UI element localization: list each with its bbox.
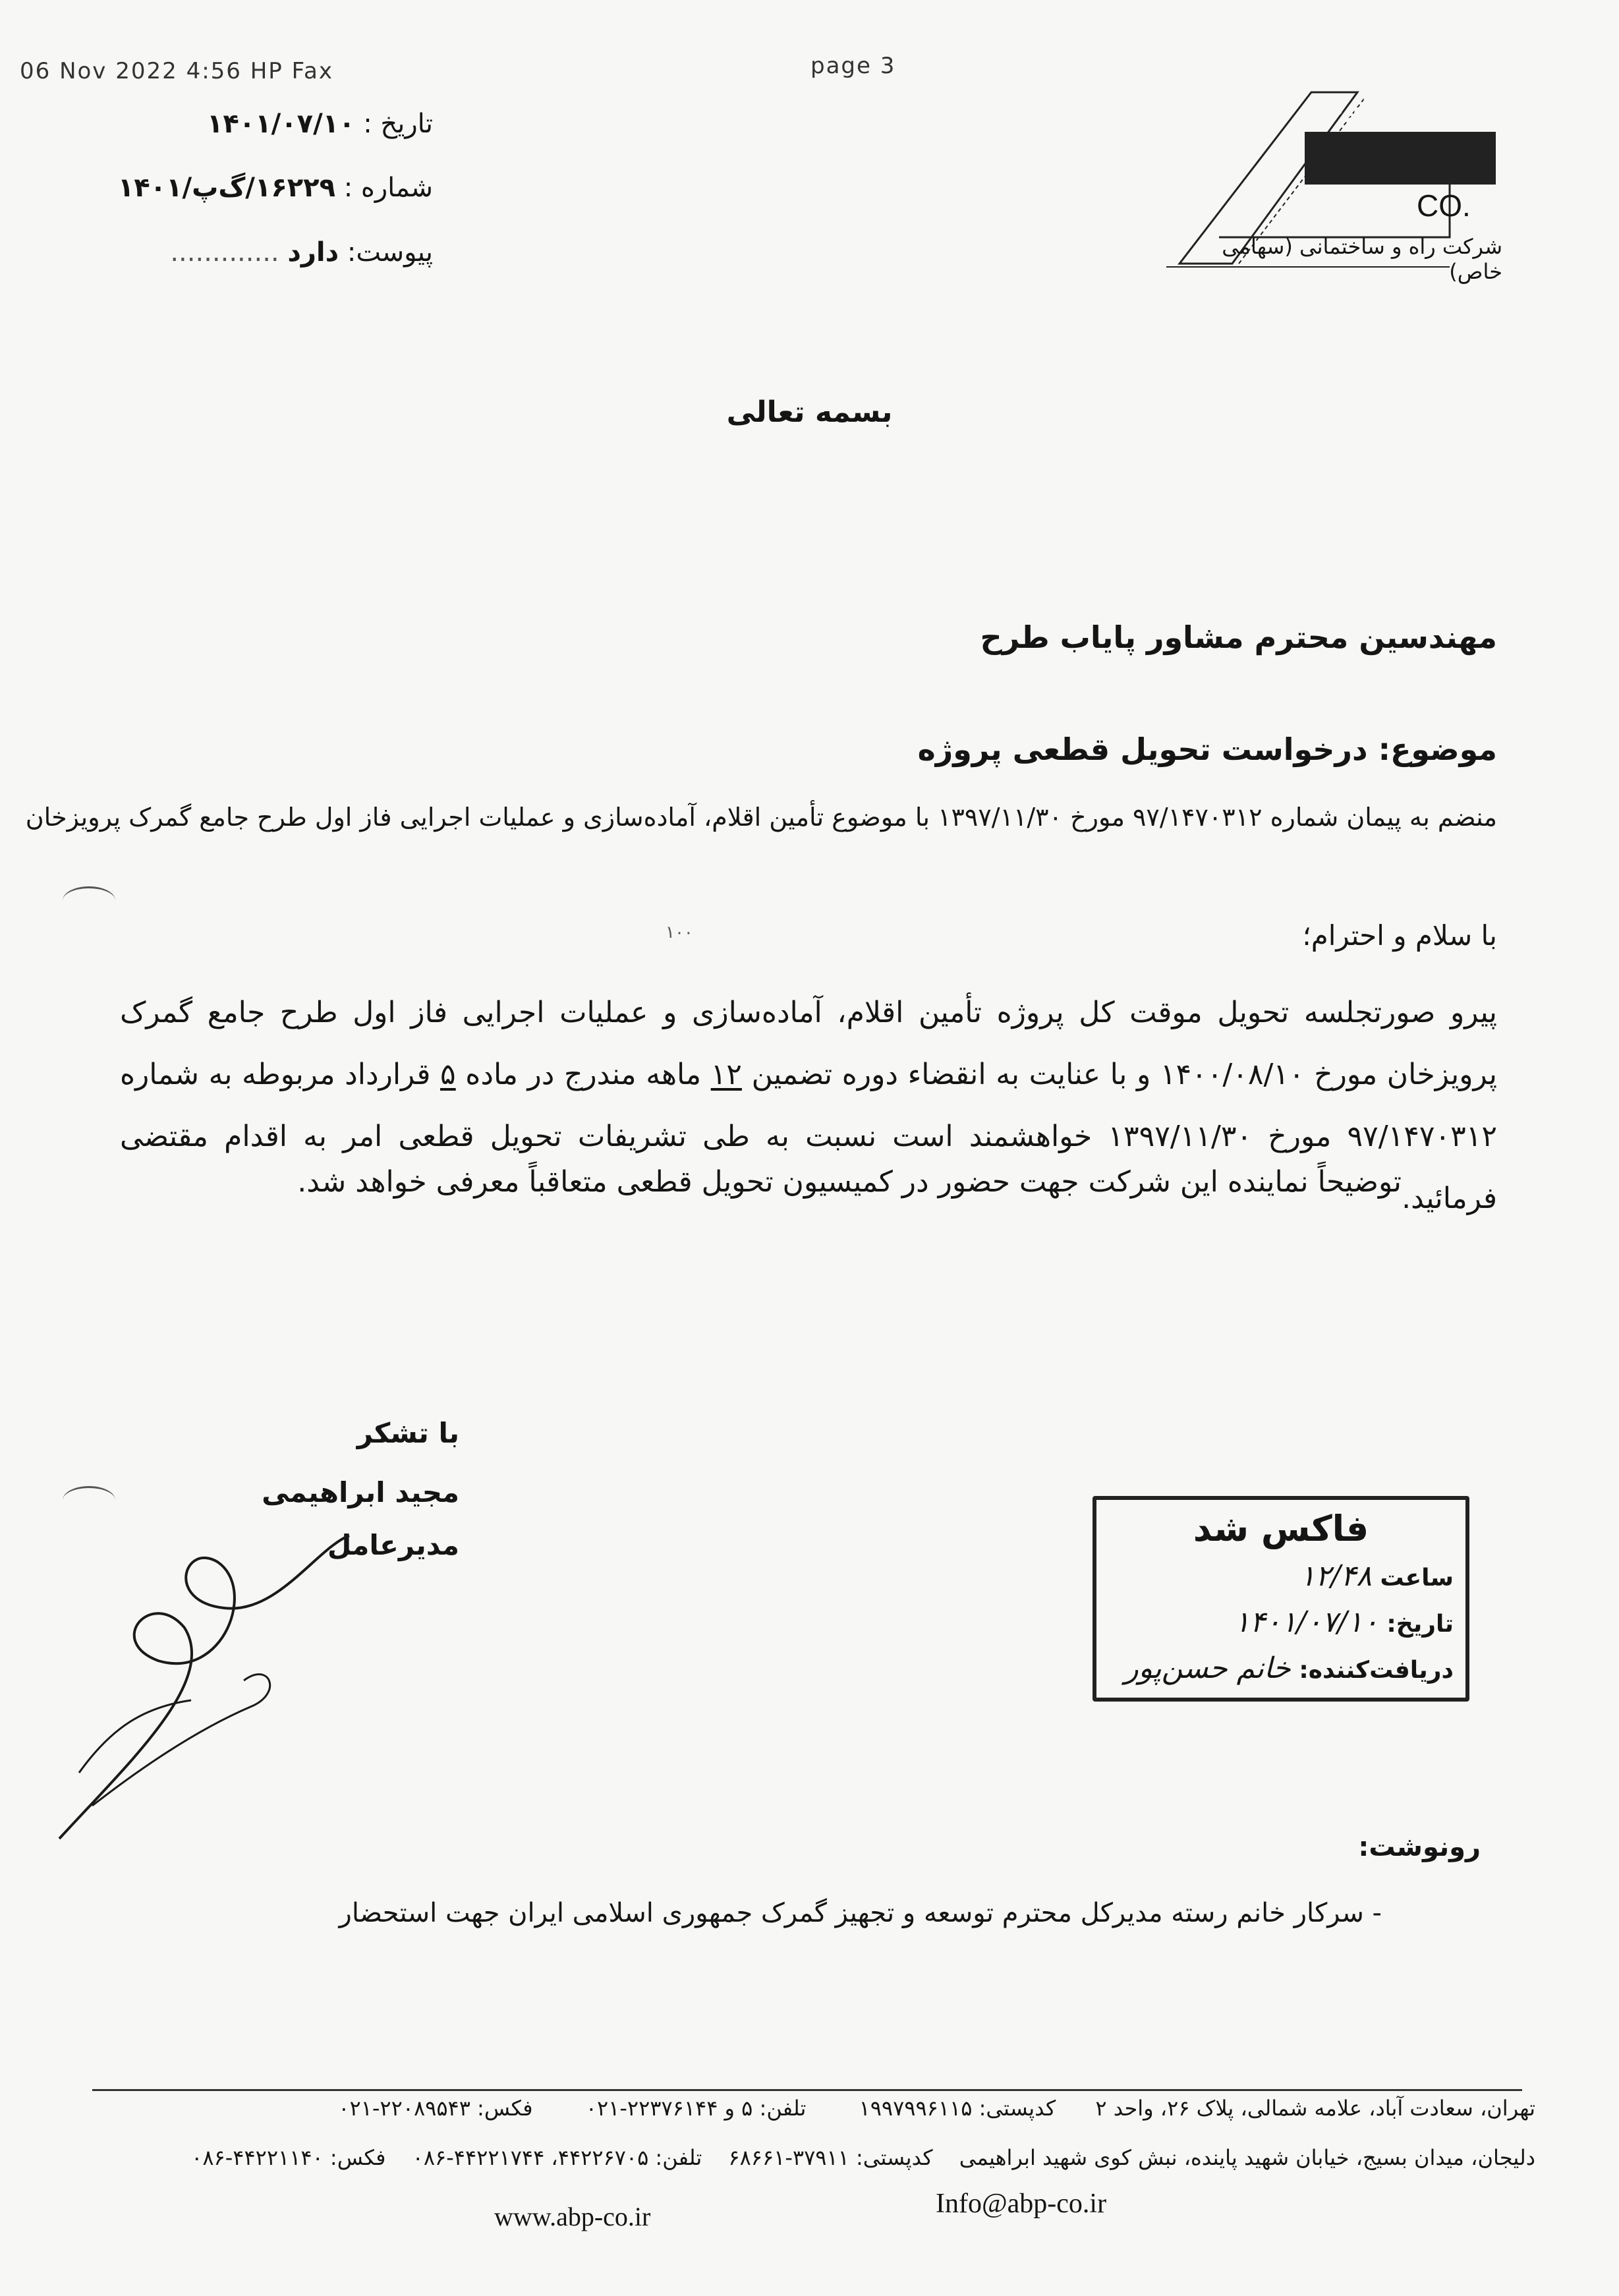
company-subtitle: شرکت راه و ساختمانی (سهامی خاص) <box>1222 234 1502 284</box>
stamp-receiver-value: خانم حسن‌پور <box>1124 1651 1291 1685</box>
fax-page-number: page 3 <box>810 53 896 79</box>
fax-received-stamp <box>1093 1496 1469 1702</box>
guarantee-months: ۱۲ <box>710 1058 742 1091</box>
stamp-time-value: ۱۲/۴۸ <box>1299 1559 1372 1593</box>
cc-title: رونوشت: <box>1358 1832 1481 1862</box>
company-website: www.abp-co.ir <box>494 2202 651 2231</box>
stamp-time: ساعت ۱۲/۴۸ <box>1299 1559 1454 1593</box>
stamp-date-value: ۱۴۰۱/۰۷/۱۰ <box>1234 1605 1378 1639</box>
tehran-postal: کدپستی: ۱۹۹۷۹۹۶۱۱۵ <box>859 2096 1056 2121</box>
basmala-heading: بسمه تعالی <box>726 395 893 429</box>
letter-body: پیرو صورتجلسه تحویل موقت کل پروژه تأمین اقلام، آماده‌سازی و عملیات اجرایی فاز اول طرح جامع گمرک پرویزخان مورخ ۱۴۰۰/۰۸/۱۰ و با عنایت به انقضاء دوره تضمین ۱۲ ماهه مندرج در ماده ۵ قرارداد مربوطه به شماره ۹۷/۱۴۷۰۳۱۲ مورخ ۱۳۹۷/۱۱/۳۰ خواهشمند است نسبت به طی تشریفات تحویل قطعی امر به اقدام مقتضی فرمائید. <box>120 996 1497 1215</box>
company-name-latin: CO. <box>1417 188 1471 223</box>
company-name: آبادبوم پارس <box>1305 89 1491 123</box>
closing: با تشکر <box>356 1417 459 1449</box>
handwritten-signature <box>53 1509 395 1852</box>
article-number: ۵ <box>440 1058 456 1091</box>
date-line <box>207 109 433 139</box>
stamp-title: فاکس شد <box>1193 1508 1369 1549</box>
tehran-phone: تلفن: ۵ و ۲۲۳۷۶۱۴۴-۰۲۱ <box>585 2096 807 2121</box>
company-email: Info@abp-co.ir <box>936 2189 1107 2219</box>
delijan-postal: کدپستی: ۳۷۹۱۱-۶۸۶۶۱ <box>728 2145 933 2170</box>
fax-timestamp: 06 Nov 2022 4:56 HP Fax <box>20 58 333 84</box>
signer-name: مجید ابراهیمی <box>262 1476 459 1508</box>
number-value: ۱۶۲۲۹/گ‌پ/۱۴۰۱ <box>117 173 335 203</box>
footer-delijan <box>86 2145 1535 2170</box>
attachment-value: دارد <box>287 237 339 268</box>
footer-tehran <box>86 2096 1535 2121</box>
attachment-line: پیوست: دارد ............. <box>170 237 433 268</box>
subject-line: موضوع: درخواست تحویل قطعی پروژه <box>917 732 1497 767</box>
tehran-address: تهران، سعادت آباد، علامه شمالی، پلاک ۲۶، واحد ۲ <box>1095 2096 1535 2121</box>
footer-divider <box>92 2089 1522 2091</box>
punch-hole-mark <box>63 886 115 915</box>
stamp-date: تاریخ: ۱۴۰۱/۰۷/۱۰ <box>1234 1605 1454 1639</box>
margin-mark: ۱۰۰ <box>666 923 693 942</box>
date-value: ۱۴۰۱/۰۷/۱۰ <box>206 109 355 139</box>
delijan-fax: فکس: ۴۴۲۲۱۱۴۰-۰۸۶ <box>191 2145 386 2170</box>
contract-reference: منضم به پیمان شماره ۹۷/۱۴۷۰۳۱۲ مورخ ۱۳۹۷/۱۱/۳۰ با موضوع تأمین اقلام، آماده‌سازی و عملیات اجرایی فاز اول طرح جامع گمرک پرویزخان <box>25 803 1497 832</box>
greeting: با سلام و احترام؛ <box>1302 919 1497 952</box>
stamp-receiver: دریافت‌کننده: خانم حسن‌پور <box>1124 1651 1454 1685</box>
delijan-address: دلیجان، میدان بسیج، خیابان شهید پاینده، نبش کوی شهید ابراهیمی <box>959 2145 1535 2170</box>
number-line <box>118 173 433 203</box>
cc-recipient: - سرکار خانم رسته مدیرکل محترم توسعه و تجهیز گمرک جمهوری اسلامی ایران جهت استحضار <box>339 1898 1382 1928</box>
delijan-phone: تلفن: ۴۴۲۲۶۷۰۵، ۴۴۲۲۱۷۴۴-۰۸۶ <box>412 2145 702 2170</box>
letter-note: توضیحاً نماینده این شرکت جهت حضور در کمیسیون تحویل قطعی متعاقباً معرفی خواهد شد. <box>297 1165 1402 1199</box>
signer-title: مدیرعامل <box>327 1529 459 1561</box>
number-label: شماره : <box>343 173 433 203</box>
date-label: تاریخ : <box>363 109 433 139</box>
attachment-label: پیوست: <box>347 237 433 268</box>
addressee: مهندسین محترم مشاور پایاب طرح <box>980 619 1497 655</box>
tehran-fax: فکس: ۲۲۰۸۹۵۴۳-۰۲۱ <box>338 2096 533 2121</box>
